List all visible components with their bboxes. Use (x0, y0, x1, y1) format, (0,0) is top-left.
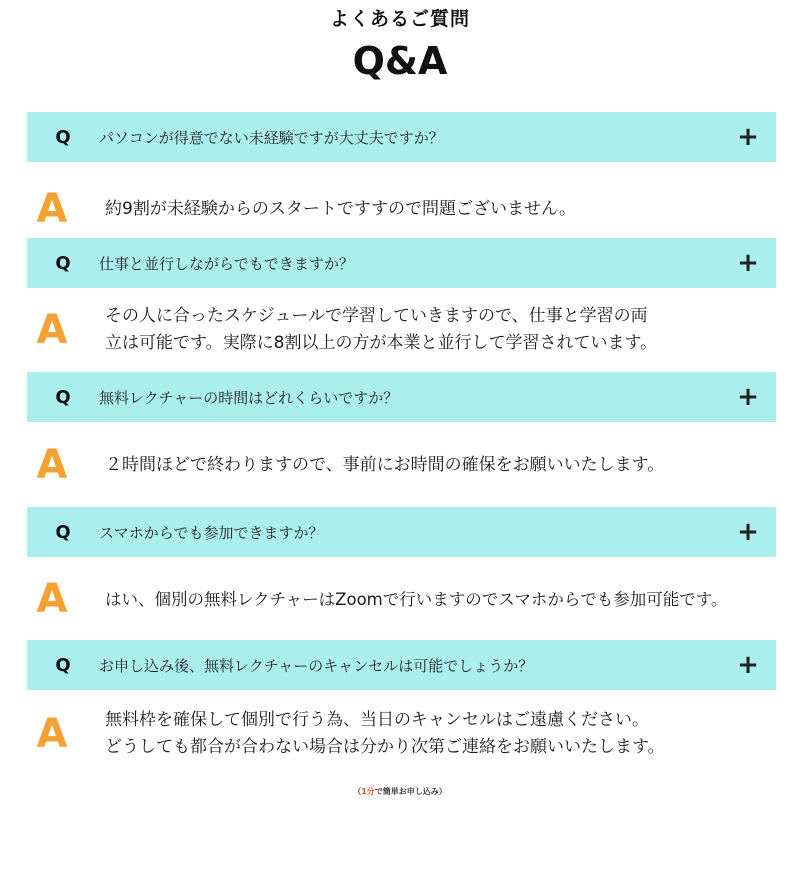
faq-header (0, 6, 800, 86)
question-text: 仕事と並行しながらでもできますか？ (99, 254, 354, 273)
signup-note[interactable] (0, 786, 800, 797)
faq-question-5[interactable] (27, 640, 776, 690)
plus-icon[interactable]: + (737, 517, 759, 547)
answer-marker: A (36, 442, 68, 488)
answer-marker: A (36, 186, 68, 232)
faq-answer-5 (27, 704, 800, 764)
signup-note-rest: で簡単お申し込み） (374, 787, 447, 796)
faq-question-3[interactable] (27, 372, 776, 422)
question-marker: Q (55, 252, 71, 274)
faq-question-1[interactable] (27, 112, 776, 162)
signup-note-open: （ (353, 787, 362, 796)
question-text: 無料レクチャーの時間はどれくらいですか？ (99, 388, 399, 407)
answer-marker: A (36, 576, 68, 622)
answer-text: その人に合ったスケジュールで学習していきますので、仕事と学習の両 立は可能です。実際に8割以上の方が本業と並行して学習されています。 (105, 306, 658, 353)
faq-question-2[interactable] (27, 238, 776, 288)
answer-marker: A (36, 711, 68, 757)
plus-icon[interactable]: + (737, 650, 759, 680)
answer-text: 約9割が未経験からのスタートですすので問題ございません。 (105, 198, 577, 219)
plus-icon[interactable]: + (737, 248, 759, 278)
question-text: お申し込み後、無料レクチャーのキャンセルは可能でしょうか？ (99, 656, 534, 675)
answer-text: 無料枠を確保して個別で行う為、当日のキャンセルはご遠慮ください。 どうしても都合が合わない場合は分かり次第ご連絡をお願いいたします。 (105, 710, 665, 757)
question-marker: Q (55, 521, 71, 543)
question-marker: Q (55, 386, 71, 408)
faq-subtitle: よくあるご質問 (329, 8, 470, 30)
faq-answer-3 (27, 440, 800, 490)
answer-marker: A (36, 307, 68, 353)
question-text: スマホからでも参加できますか？ (99, 523, 324, 542)
answer-text: はい、個別の無料レクチャーはZoomで行いますのでスマホからでも参加可能です。 (105, 589, 728, 609)
question-text: パソコンが得意でない未経験ですが大丈夫ですか？ (99, 128, 444, 147)
faq-question-4[interactable] (27, 507, 776, 557)
plus-icon[interactable]: + (737, 122, 759, 152)
faq-answer-2 (27, 300, 800, 360)
question-marker: Q (55, 654, 71, 676)
plus-icon[interactable]: + (737, 382, 759, 412)
signup-note-accent: 1分 (361, 787, 375, 796)
answer-text: ２時間ほどで終わりますので、事前にお時間の確保をお願いいたします。 (105, 454, 665, 475)
question-marker: Q (55, 126, 71, 148)
faq-title: Q&A (352, 39, 448, 83)
faq-answer-4 (27, 574, 800, 624)
faq-answer-1 (27, 184, 800, 234)
